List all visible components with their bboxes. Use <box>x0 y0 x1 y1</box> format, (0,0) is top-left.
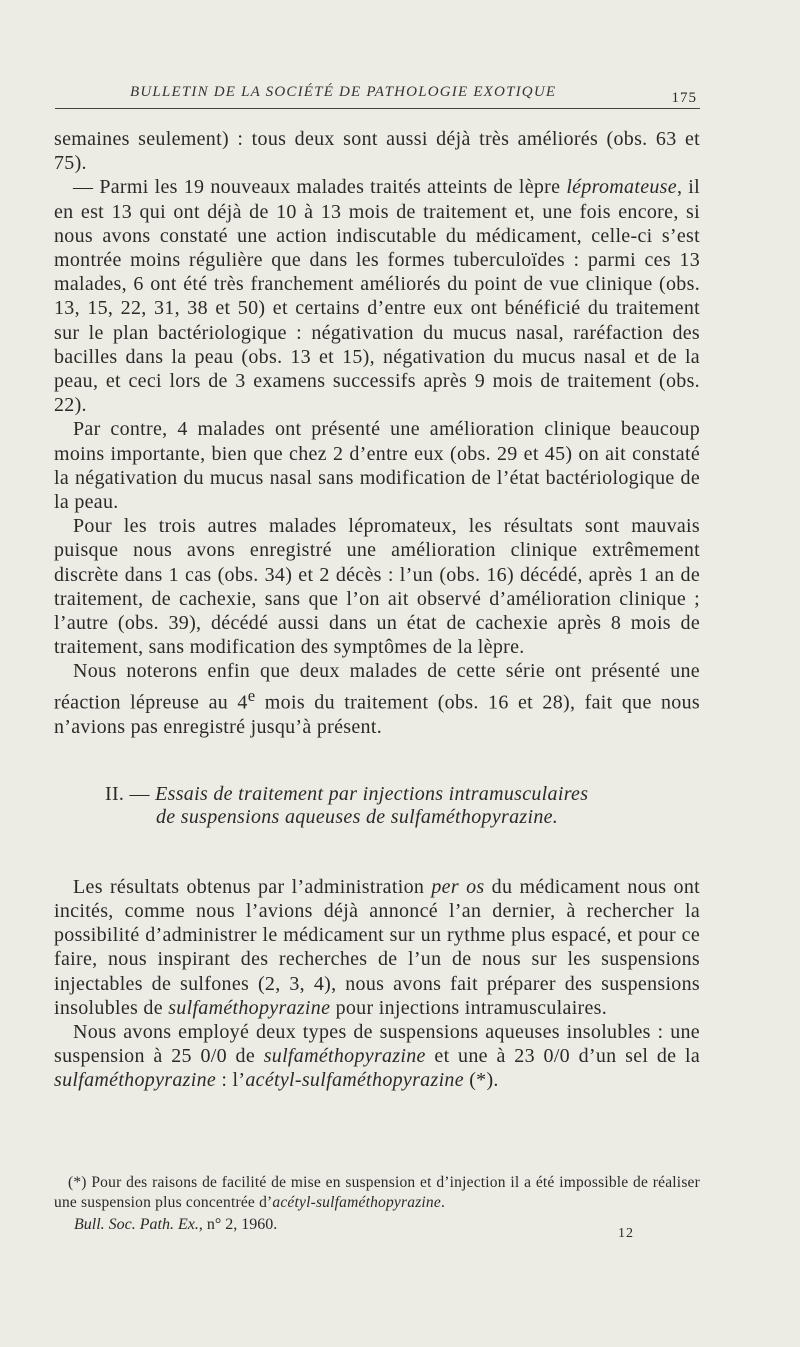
section-title-line-2: de suspensions aqueuses de sulfaméthopyrazine. <box>156 805 559 828</box>
signature-mark: 12 <box>618 1226 634 1241</box>
paragraph-3: Par contre, 4 malades ont présenté une amélioration clinique beaucoup moins importante, bien que chez 2 d’entre eux (obs. 29 et 45) on ait constaté la négativation du mucus nasal sans modification de l’état bactériologique de la peau. <box>54 418 700 514</box>
journal-citation <box>74 1215 694 1241</box>
running-title: BULLETIN DE LA SOCIÉTÉ DE PATHOLOGIE EXOTIQUE <box>130 84 557 100</box>
paragraph-1: semaines seulement) : tous deux sont aussi déjà très améliorés (obs. 63 et 75). <box>54 128 700 175</box>
paragraph-7: Nous avons employé deux types de suspensions aqueuses insolubles : une suspension à 25 0/0 de sulfaméthopyrazine et une à 23 0/0 d’un sel de la sulfaméthopyrazine : l’acétyl-sulfaméthopyrazine (*). <box>54 1020 701 1092</box>
section-heading <box>54 783 700 829</box>
header-rule <box>55 108 700 109</box>
main-text <box>54 127 700 1093</box>
running-header <box>55 78 705 110</box>
paragraph-4: Pour les trois autres malades lépromateux, les résultats sont mauvais puisque nous avons enregistré une amélioration clinique extrêmement discrète dans 1 cas (obs. 34) et 2 décès : l’un (obs. 16) décédé, après 1 an de traitement, de cachexie, sans que l’on ait observé d’amélioration clinique ; l’autre (obs. 39), décédé aussi dans un état de cachexie après 8 mois de traitement, sans modification des symptômes de la lèpre. <box>54 515 700 659</box>
footnote: (*) Pour des raisons de facilité de mise en suspension et d’injection il a été impossible de réaliser une suspension plus concentrée d’acétyl-sulfaméthopyrazine. <box>54 1174 700 1211</box>
section-number: II. — <box>105 782 156 805</box>
journal-issue: , n° 2, 1960. <box>198 1216 278 1233</box>
paragraph-5: Nous noterons enfin que deux malades de cette série ont présenté une réaction lépreuse au 4e mois du traitement (obs. 16 et 28), fait que nous n’avions pas enregistré jusqu’à présent. <box>54 660 700 738</box>
paragraph-2: — Parmi les 19 nouveaux malades traités atteints de lèpre lépromateuse, il en est 13 qui ont déjà de 10 à 13 mois de traitement et, une fois encore, si nous avons constaté une action indiscutable du médicament, celle-ci s’est montrée moins régulière que dans les formes tuberculoïdes : parmi ces 13 malades, 6 ont été très franchement améliorés du point de vue clinique (obs. 13, 15, 22, 31, 38 et 50) et certains d’entre eux ont bénéficié du traitement sur le plan bactériologique : négativation du mucus nasal, raréfaction des bacilles dans la peau (obs. 13 et 15), négativation du mucus nasal et de la peau, et ceci lors de 3 examens successifs après 9 mois de traitement (obs. 22). <box>54 176 700 417</box>
page-number: 175 <box>671 90 697 106</box>
section-title-line-1: Essais de traitement par injections intramusculaires <box>155 782 589 805</box>
journal-name: Bull. Soc. Path. Ex. <box>74 1216 199 1233</box>
paragraph-6: Les résultats obtenus par l’administration per os du médicament nous ont incités, comme nous l’avions déjà annoncé l’an dernier, à rechercher la possibilité d’administrer le médicament sur un rythme plus espacé, et pour ce faire, nous inspirant des recherches de l’un de nous sur les suspensions injectables de sulfones (2, 3, 4), nous avons fait préparer des suspensions insolubles de sulfaméthopyrazine pour injections intramusculaires. <box>54 875 701 1019</box>
